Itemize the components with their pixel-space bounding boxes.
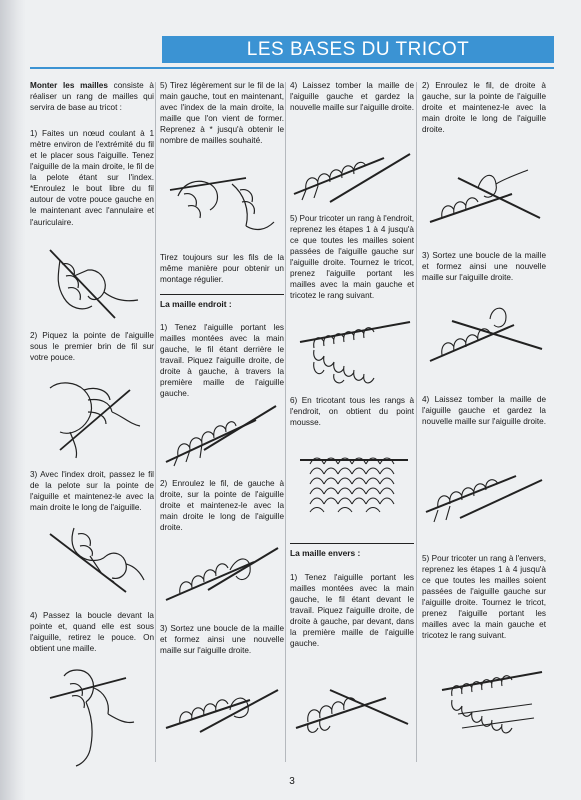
knit-illustration-1 (160, 400, 284, 468)
knit-step-5: 5) Pour tricoter un rang à l'endroit, reprenez les étapes 1 à 4 jusqu'à ce que toutes les mailles soient passées de l'aiguille gauche sur l'aiguille droite. Tournez le tricot, prenez l'aiguille portant les mailles avec la main gauche et tricotez le rang suivant. (290, 214, 414, 301)
cast-on-step-5: 5) Tirez légèrement sur le fil de la main gauche, tout en maintenant, avec l'index de la main droite, la maille que l'on vient de former. Reprenez à * jusqu'à obtenir le nombre de mailles souhaité. (160, 81, 284, 146)
knit-stitch-heading: La maille endroit : (160, 294, 284, 310)
purl-step-5: 5) Pour tricoter un rang à l'envers, reprenez les étapes 1 à 4 jusqu'à ce que toutes les mailles soient passées de l'aiguille gauche sur l'aiguille droite. Tournez le tricot, prenez l'aiguille portant les mailles avec la main gauche et tricotez le rang suivant. (422, 554, 546, 641)
cast-on-illustration-4 (30, 658, 154, 768)
purl-illustration-4 (422, 450, 546, 528)
purl-step-1: 1) Tenez l'aiguille portant les mailles montées avec la main gauche, le fil étant devant le travail. Piquez l'aiguille droite, de droite à gauche, par devant, dans la première maille de l'aiguille gauche. (290, 573, 414, 649)
knit-step-6: 6) En tricotant tous les rangs à l'endroit, on obtient du point mousse. (290, 396, 414, 428)
column-divider (285, 82, 286, 762)
cast-on-step-3: 3) Avec l'index droit, passez le fil de la pelote sur la pointe de l'aiguille et maintenez-le avec la main droite le long de l'aiguille. (30, 470, 154, 513)
cast-on-step-2: 2) Piquez la pointe de l'aiguille sous le premier brin de fil sur votre pouce. (30, 331, 154, 363)
purl-illustration-3 (422, 295, 546, 375)
page-binding-edge (0, 0, 26, 800)
purl-step-4: 4) Laissez tomber la maille de l'aiguille gauche et gardez la nouvelle maille sur l'aiguille droite. (422, 395, 546, 427)
page-title: LES BASES DU TRICOT (162, 36, 554, 63)
page-number: 3 (289, 776, 295, 787)
knit-step-3: 3) Sortez une boucle de la maille et formez ainsi une nouvelle maille sur l'aiguille droite. (160, 624, 284, 656)
cast-on-illustration-1 (30, 240, 154, 325)
column-divider (416, 82, 417, 762)
purl-stitch-heading: La maille envers : (290, 543, 414, 559)
title-rule (30, 67, 554, 69)
cast-on-illustration-5 (160, 160, 284, 245)
intro-paragraph (30, 80, 154, 113)
intro-heading: Monter les mailles (30, 81, 108, 90)
cast-on-step-4: 4) Passez la boucle devant la pointe et, quand elle est sous l'aiguille, retirez le pouce. On obtient une maille. (30, 611, 154, 654)
knit-illustration-2 (160, 540, 284, 608)
cast-on-tip: Tirez toujours sur les fils de la même manière pour obtenir un montage régulier. (160, 253, 284, 285)
garter-stitch-illustration (290, 450, 414, 520)
purl-illustration-1 (290, 670, 414, 740)
intro-text: consiste à réaliser un rang de mailles qui servira de base au tricot : (30, 81, 154, 113)
cast-on-illustration-2 (30, 370, 154, 460)
knit-illustration-5 (290, 320, 414, 390)
cast-on-step-1: 1) Faites un nœud coulant à 1 mètre environ de l'extrémité du fil et le placer sous l'aiguille. Tenez l'aiguille de la main droite, le fil de la pelote étant sur l'index. *Enroulez le bout libre du fil autour de votre pouce gauche en le maintenant avec l'annulaire et l'auriculaire. (30, 129, 154, 227)
knit-step-4: 4) Laissez tomber la maille de l'aiguille gauche et gardez la nouvelle maille sur l'aiguille droite. (290, 81, 414, 113)
purl-illustration-2 (422, 160, 546, 240)
knit-step-1: 1) Tenez l'aiguille portant les mailles montées avec la main gauche, le fil étant derrière le travail. Piquez l'aiguille droite, de droite à gauche, à travers la première maille de l'aiguille gauche. (160, 323, 284, 399)
knit-illustration-3 (160, 670, 284, 740)
knit-step-2: 2) Enroulez le fil, de gauche à droite, sur la pointe de l'aiguille droite et maintenez-le avec la main droite le long de l'aiguille droite. (160, 479, 284, 533)
purl-step-3: 3) Sortez une boucle de la maille et formez ainsi une nouvelle maille sur l'aiguille droite. (422, 251, 546, 283)
column-divider (155, 82, 156, 762)
cast-on-illustration-3 (30, 520, 154, 598)
purl-illustration-5 (422, 670, 546, 750)
knit-illustration-4 (290, 140, 414, 206)
purl-step-2: 2) Enroulez le fil, de droite à gauche, sur la pointe de l'aiguille droite et maintenez-le avec la main droite le long de l'aiguille droite. (422, 81, 546, 135)
